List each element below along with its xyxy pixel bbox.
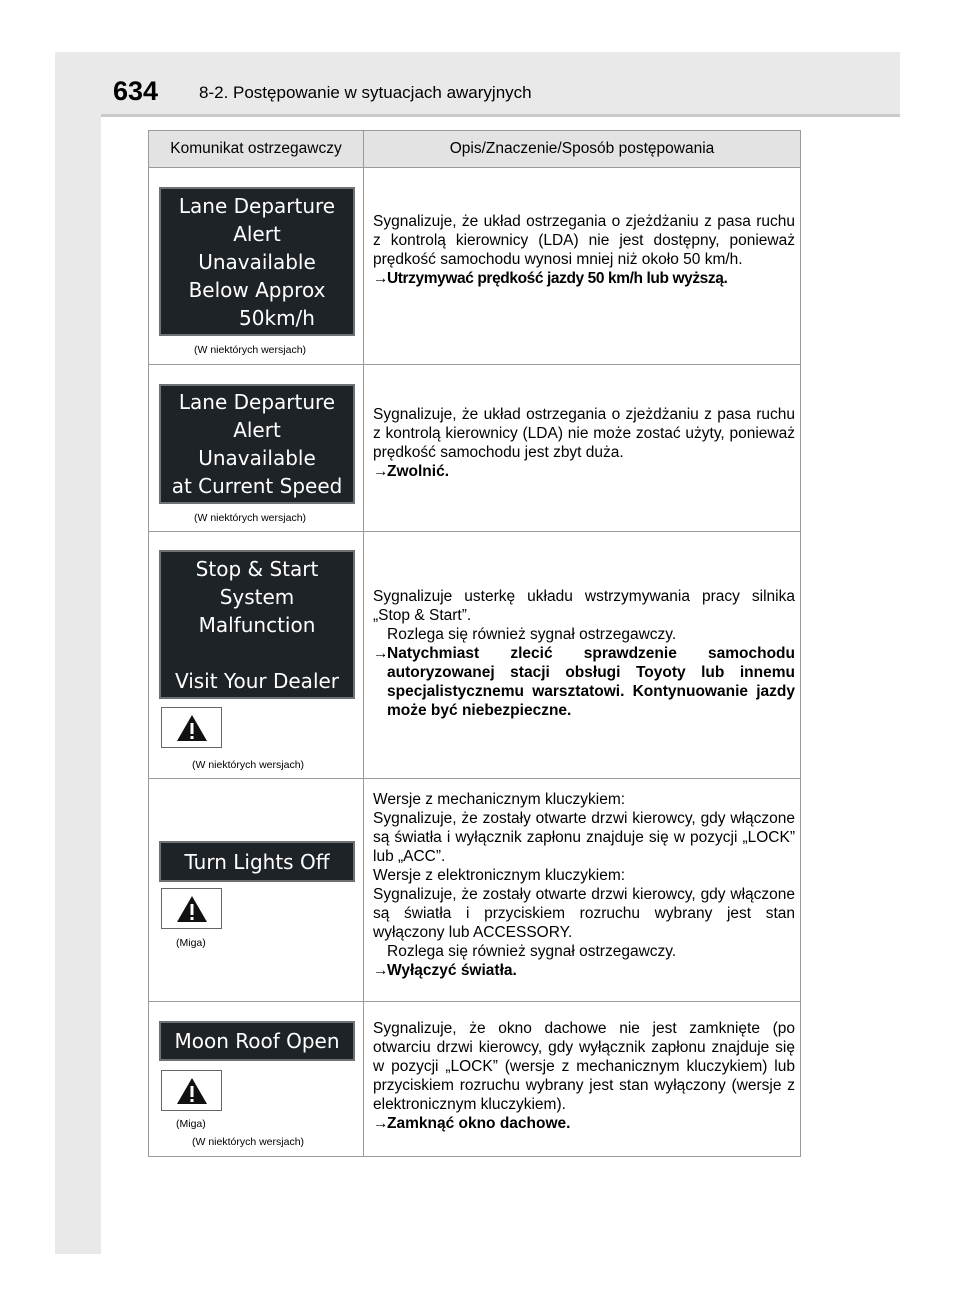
blink-note: (Miga) xyxy=(176,937,206,949)
screen-line: Moon Roof Open xyxy=(174,1029,340,1053)
screen-line: Turn Lights Off xyxy=(184,849,330,874)
description-cell xyxy=(364,1002,801,1157)
action-text: Utrzymywać prędkość jazdy 50 km/h lub wyższą. xyxy=(387,270,728,287)
screen-spacer xyxy=(161,639,353,667)
warning-messages-table xyxy=(148,130,801,1157)
warning-icon-box xyxy=(161,888,222,929)
screen-line: Below Approx xyxy=(188,277,326,302)
table-row xyxy=(149,168,801,365)
description-cell xyxy=(364,168,801,365)
display-screen-image xyxy=(159,550,355,699)
table-row xyxy=(149,365,801,532)
electronic-key-title: Wersje z elektronicznym kluczykiem: xyxy=(373,867,626,884)
screen-line: Alert xyxy=(233,221,281,246)
arrow-icon: → xyxy=(373,270,389,287)
screen-line: Lane Departure xyxy=(178,390,336,414)
message-image-cell xyxy=(149,365,364,532)
warning-triangle-icon xyxy=(175,894,209,924)
description-text: Sygnalizuje, że zostały otwarte drzwi kierowcy, gdy włączone są światła i wyłącznik zapłonu znajduje się w pozycji „LOCK” lub „ACC”. xyxy=(373,810,795,865)
warning-triangle-icon xyxy=(175,1076,209,1106)
description-text: Sygnalizuje, że zostały otwarte drzwi kierowcy, gdy włączone są światła i przyciskiem rozruchu wybrany jest stan wyłączony lub ACCESSORY. xyxy=(373,886,795,941)
message-image-cell xyxy=(149,779,364,1002)
display-screen-image xyxy=(159,187,355,336)
screen-line: Visit Your Dealer xyxy=(174,668,340,693)
col-header-description: Opis/Znaczenie/Sposób postępowania xyxy=(364,131,801,168)
screen-line: Alert xyxy=(233,418,281,442)
extra-text: Rozlega się również sygnał ostrzegawczy. xyxy=(387,626,677,643)
table-row xyxy=(149,532,801,779)
version-note: (W niektórych wersjach) xyxy=(194,344,307,356)
message-image-cell xyxy=(149,532,364,779)
mechanical-key-title: Wersje z mechanicznym kluczykiem: xyxy=(373,791,626,808)
arrow-icon: → xyxy=(373,962,389,979)
screen-line: Unavailable xyxy=(198,249,316,274)
description-cell xyxy=(364,532,801,779)
action-text: Zamknąć okno dachowe. xyxy=(387,1115,571,1132)
screen-line: Unavailable xyxy=(198,446,316,470)
action-text: Wyłączyć światła. xyxy=(387,962,517,979)
arrow-icon: → xyxy=(373,1115,389,1132)
description-cell xyxy=(364,365,801,532)
table-header-row xyxy=(149,131,801,168)
extra-text: Rozlega się również sygnał ostrzegawczy. xyxy=(387,943,677,960)
version-note: (W niektórych wersjach) xyxy=(192,1136,305,1148)
table-row xyxy=(149,779,801,1002)
section-title: 8-2. Postępowanie w sytuacjach awaryjnych xyxy=(199,83,532,102)
screen-line: 50km/h xyxy=(239,305,315,330)
page-sidebar-band xyxy=(55,52,101,1254)
description-text: Sygnalizuje, że układ ostrzegania o zjeżdżaniu z pasa ruchu z kontrolą kierownicy (LDA) nie może zostać użyty, ponieważ prędkość samochodu jest zbyt duża. xyxy=(373,406,795,461)
arrow-icon: → xyxy=(373,645,389,662)
screen-line: Stop & Start xyxy=(195,556,319,581)
arrow-icon: → xyxy=(373,463,389,480)
warning-icon-box xyxy=(161,1070,222,1111)
display-screen-image xyxy=(159,1021,355,1061)
page-number: 634 xyxy=(113,76,159,106)
warning-triangle-icon xyxy=(175,713,209,743)
description-cell xyxy=(364,779,801,1002)
blink-note: (Miga) xyxy=(176,1118,206,1130)
message-image-cell xyxy=(149,168,364,365)
screen-line: Lane Departure xyxy=(178,193,336,218)
col-header-warning-message: Komunikat ostrzegawczy xyxy=(149,131,364,168)
display-screen-image xyxy=(159,841,355,882)
version-note: (W niektórych wersjach) xyxy=(194,512,307,524)
table-row xyxy=(149,1002,801,1157)
screen-line: at Current Speed xyxy=(171,474,343,498)
screen-line: Malfunction xyxy=(198,612,316,637)
screen-line: System xyxy=(219,584,295,609)
description-text: Sygnalizuje usterkę układu wstrzymywania pracy silnika „Stop & Start”. xyxy=(373,588,795,624)
message-image-cell xyxy=(149,1002,364,1157)
description-text: Sygnalizuje, że układ ostrzegania o zjeżdżaniu z pasa ruchu z kontrolą kierownicy (LDA) nie jest dostępny, ponieważ prędkość samochodu wynosi mniej niż około 50 km/h. xyxy=(373,213,795,268)
display-screen-image xyxy=(159,384,355,504)
version-note: (W niektórych wersjach) xyxy=(192,759,305,771)
header-rule xyxy=(101,114,900,117)
warning-icon-box xyxy=(161,707,222,748)
action-text: Natychmiast zlecić sprawdzenie samochodu autoryzowanej stacji obsługi Toyoty lub innemu specjalistycznemu warsztatowi. Kontynuowanie jazdy może być niebezpieczne. xyxy=(387,645,795,719)
description-text: Sygnalizuje, że okno dachowe nie jest zamknięte (po otwarciu drzwi kierowcy, gdy wyłącznik zapłonu znajduje się w pozycji „LOCK” (wersje z mechanicznym kluczykiem) lub przyciskiem rozruchu wybrany jest stan wyłączony (wersje z elektronicznym kluczykiem). xyxy=(373,1020,795,1113)
action-text: Zwolnić. xyxy=(387,463,449,480)
